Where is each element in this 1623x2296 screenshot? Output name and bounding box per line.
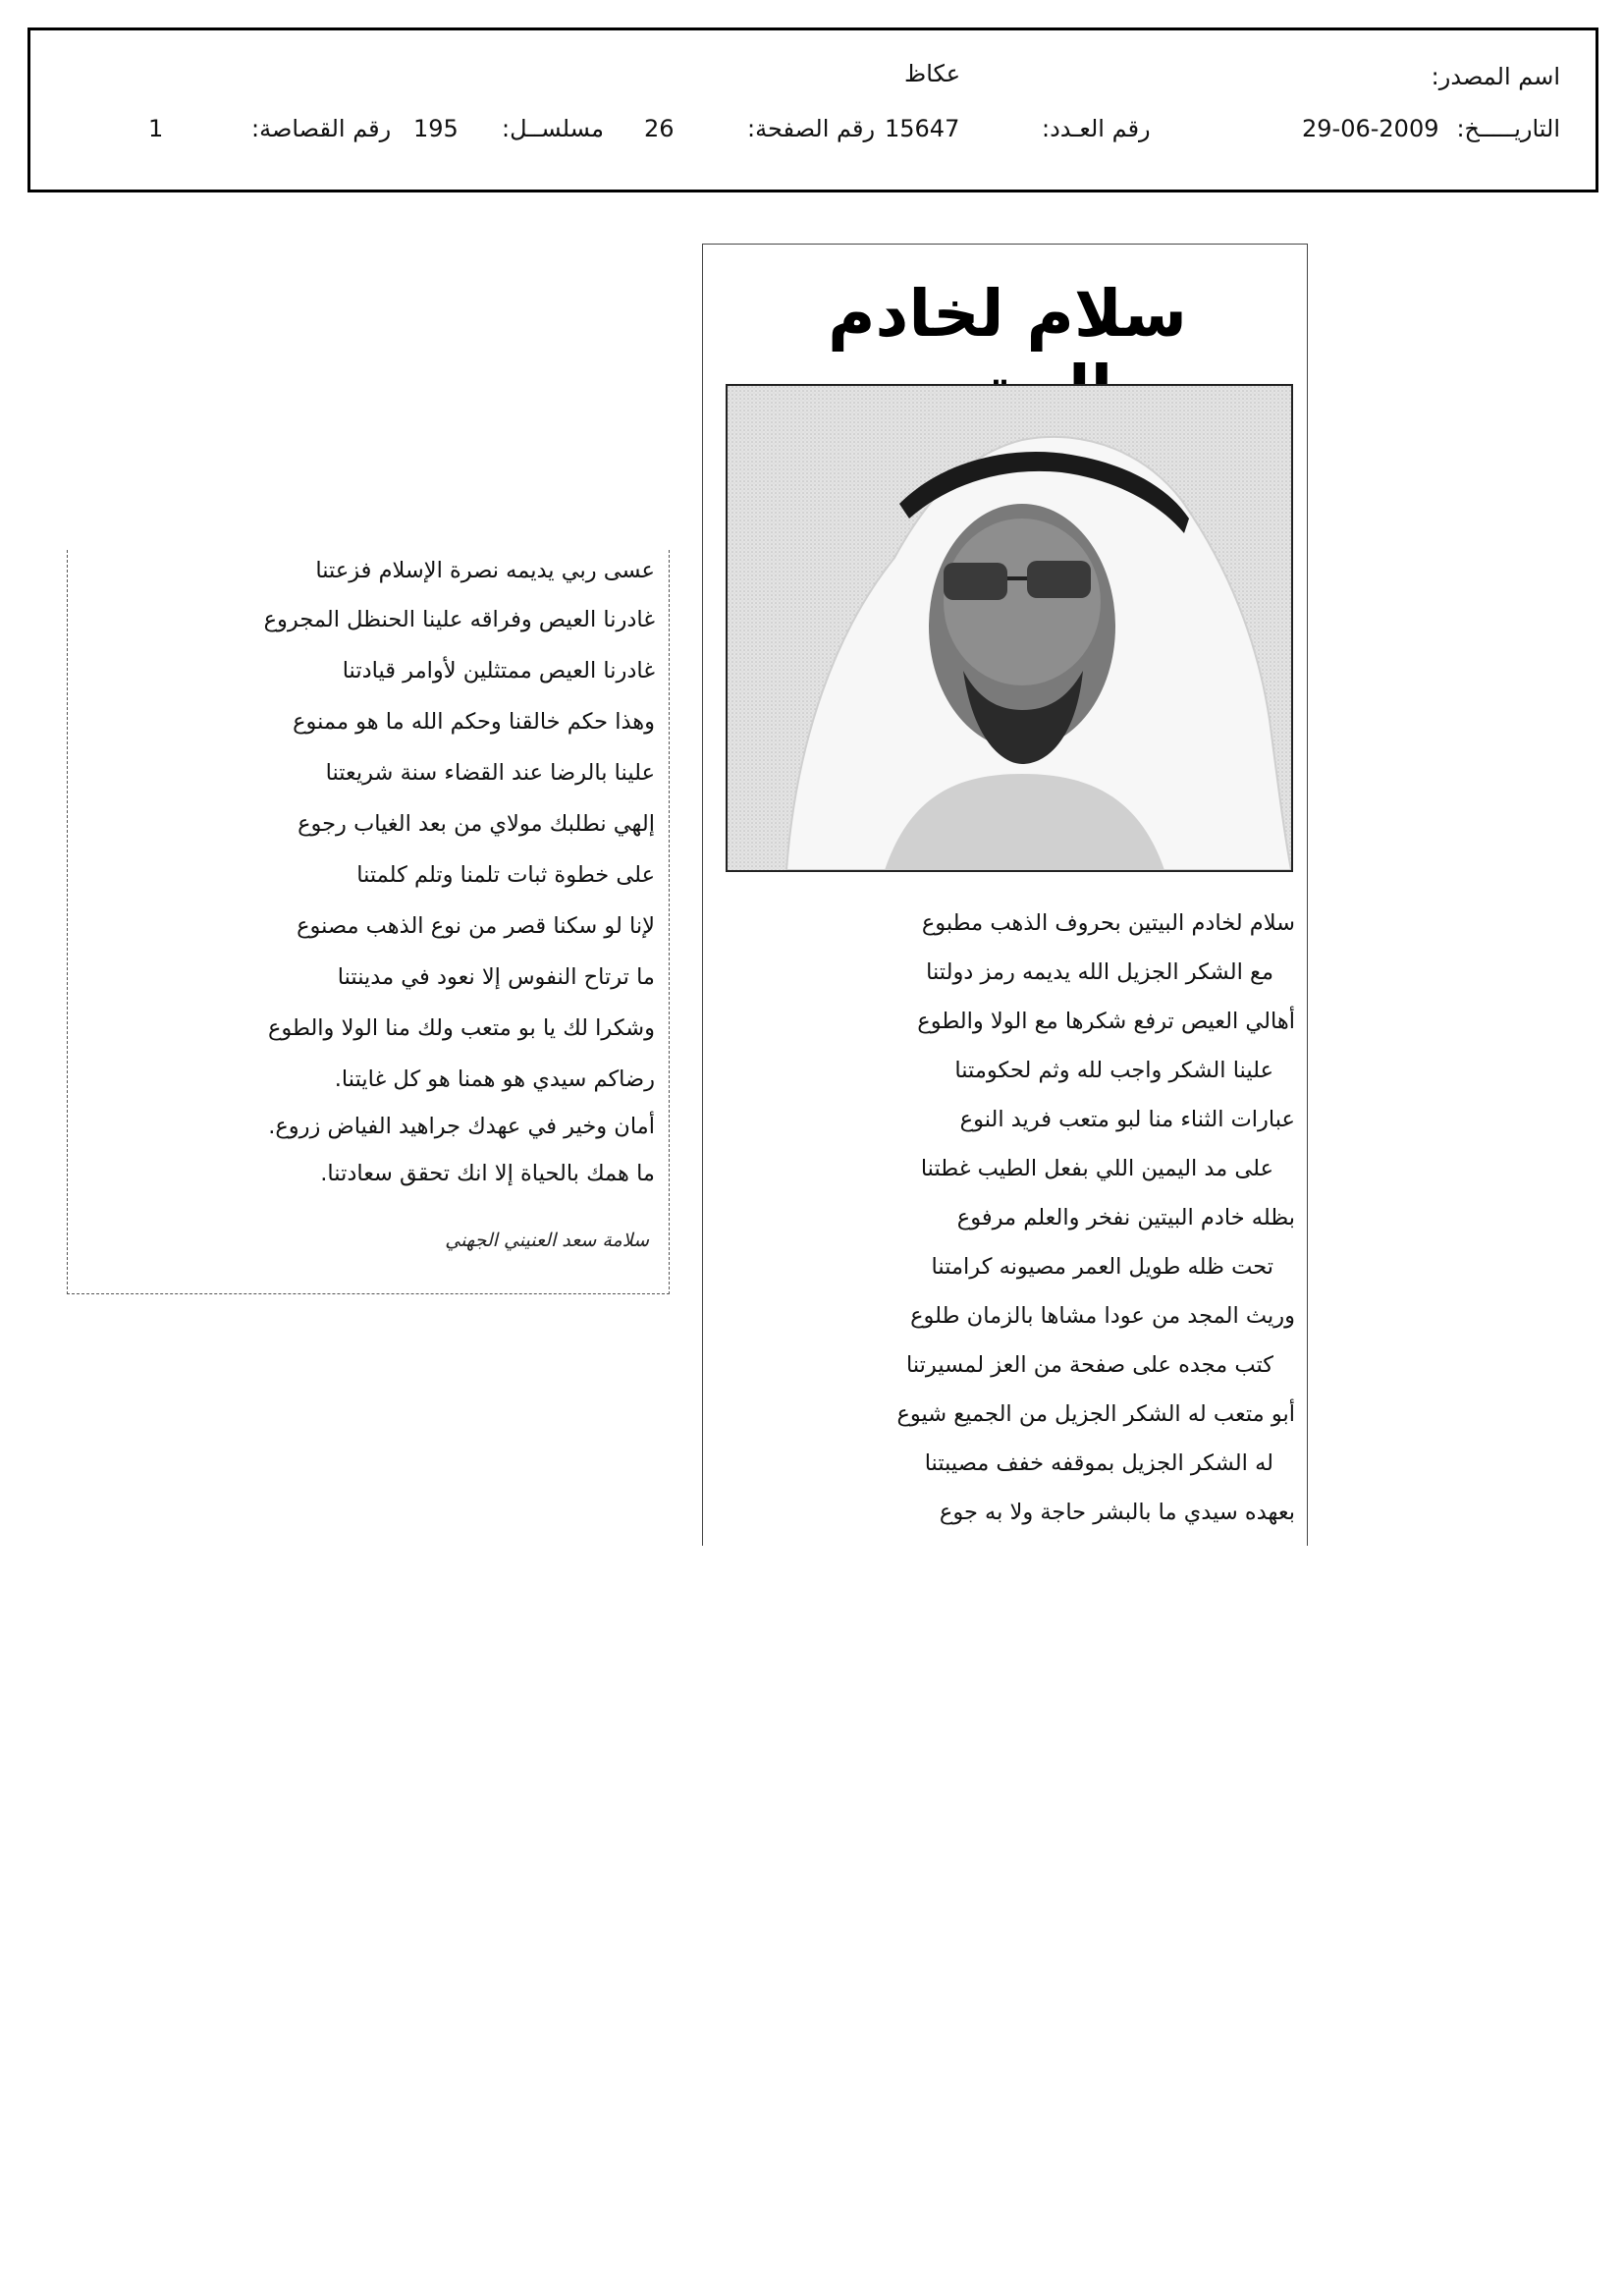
article-title: سلام لخادم xyxy=(828,276,1187,352)
poem-line: رضاكم سيدي هو همنا هو كل غايتنا. xyxy=(334,1066,655,1092)
serial-value: 195 xyxy=(413,115,459,142)
issue-label: رقم العـدد: xyxy=(1042,115,1151,142)
clip-label: رقم القصاصة: xyxy=(251,115,392,142)
article-line: علينا الشكر واجب لله وثم لحكومتنا xyxy=(954,1058,1273,1083)
poem-line: لإنا لو سكنا قصر من نوع الذهب مصنوع xyxy=(297,913,655,939)
article-column xyxy=(702,244,1308,1546)
article-line: كتب مجده على صفحة من العز لمسيرتنا xyxy=(906,1352,1273,1378)
portrait-photo xyxy=(726,384,1293,872)
page-value: 26 xyxy=(644,115,675,142)
serial-label: مسلســل: xyxy=(502,115,604,142)
article-line: سلام لخادم البيتين بحروف الذهب مطبوع xyxy=(921,910,1295,936)
date-value: 29-06-2009 xyxy=(1302,115,1439,142)
article-line: له الشكر الجزيل بموقفه خفف مصيبتنا xyxy=(924,1450,1273,1476)
article-line: مع الشكر الجزيل الله يديمه رمز دولتنا xyxy=(926,959,1273,985)
clip-value: 1 xyxy=(148,115,164,142)
poem-line: إلهي نطلبك مولاي من بعد الغياب رجوع xyxy=(298,811,655,837)
poem-column xyxy=(67,550,670,1294)
poem-line: علينا بالرضا عند القضاء سنة شريعتنا xyxy=(325,760,655,786)
date-label: التاريـــــخ: xyxy=(1456,115,1560,142)
poem-line: غادرنا العيص ممتثلين لأوامر قيادتنا xyxy=(342,658,655,683)
article-line: بعهده سيدي ما بالبشر حاجة ولا به جوع xyxy=(939,1500,1295,1525)
poem-line: وهذا حكم خالقنا وحكم الله ما هو ممنوع xyxy=(293,709,655,735)
article-line: وريث المجد من عودا مشاها بالزمان طلوع xyxy=(910,1303,1295,1329)
poem-line: على خطوة ثبات تلمنا وتلم كلمتنا xyxy=(356,862,655,888)
article-line: أبو متعب له الشكر الجزيل من الجميع شيوع xyxy=(896,1401,1295,1427)
source-value: عكاظ xyxy=(904,60,961,87)
article-line: بظله خادم البيتين نفخر والعلم مرفوع xyxy=(956,1205,1295,1230)
source-label: اسم المصدر: xyxy=(1431,63,1560,90)
issue-value: 15647 xyxy=(885,115,960,142)
poem-signature: سلامة سعد العنيني الجهني xyxy=(445,1230,649,1251)
article-line: على مد اليمين اللي بفعل الطيب غطتنا xyxy=(920,1156,1273,1181)
article-line: عبارات الثناء منا لبو متعب فريد النوع xyxy=(959,1107,1295,1132)
article-line: أهالي العيص ترفع شكرها مع الولا والطوع xyxy=(917,1009,1295,1034)
clipping-header xyxy=(27,27,1598,192)
portrait-photo-icon xyxy=(728,386,1291,870)
poem-line: أمان وخير في عهدك جراهيد الفياض زروع. xyxy=(268,1114,655,1139)
poem-line: ما ترتاح النفوس إلا نعود في مدينتنا xyxy=(337,964,655,990)
poem-line: غادرنا العيص وفراقه علينا الحنظل المجروع xyxy=(263,607,655,632)
article-line: تحت ظله طويل العمر مصيونه كرامتنا xyxy=(931,1254,1273,1280)
poem-line: عسى ربي يديمه نصرة الإسلام فزعتنا xyxy=(315,558,655,583)
poem-line: وشكرا لك يا بو متعب ولك منا الولا والطوع xyxy=(267,1015,655,1041)
poem-line: ما همك بالحياة إلا انك تحقق سعادتنا. xyxy=(320,1161,655,1186)
page-label: رقم الصفحة: xyxy=(747,115,876,142)
